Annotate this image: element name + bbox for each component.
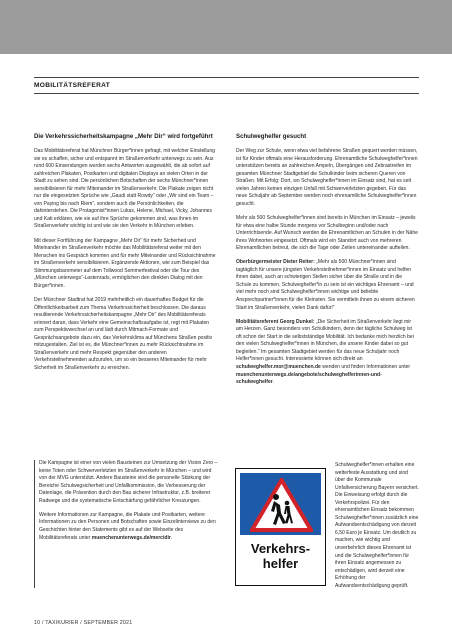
paragraph: Weitere Informationen zur Kampagne, die Plakate und Postkarten, weitere Informationen zu den Personen und Botschaften sowie Einzelinterviews zu den Geschichten hinter den Statements gibt es auf der Webseite des Mobilitätsreferats unter muenchenunterwegs.de/mercidir.	[39, 511, 216, 541]
paragraph: Mehr als 500 Schulweghelfer*innen sind bereits in München im Einsatz – jeweils für etwa eine halbe Stunde morgens vor Schulbeginn und/oder nach Unterrichtsende. Auf Wunsch werden die Ehrenamtlichen an Schulen in der Nähe ihres Wohnortes eingesetzt. Oftmals wird ein Standort auch von mehreren Ehrenamtlichen betreut, die sich die Tage oder Zeiten untereinander aufteilen.	[236, 214, 418, 252]
right-column	[236, 133, 418, 393]
section-rule-bottom	[34, 93, 419, 94]
campaign-link[interactable]: muenchenunterwegs.de/mercidir	[91, 534, 171, 541]
section-title: MOBILITÄTSREFERAT	[34, 82, 111, 89]
paragraph: Das Mobilitätsreferat hat Münchner Bürger*innen gefragt, mit welcher Einstellung sie es schaffen, sicher und entspannt im Straßenverkehr unterwegs zu sein. Aus rund 600 Einsendungen wurden sechs Antworten ausgewählt, die ab sofort auf zahlreichen Plakaten, Postkarten und digitalen Displays an vielen Orten in der Stadt zu sehen sind. Die persönlichen Botschaften der sechs Münchner*innen sensibilisieren für mehr Miteinander im Straßenverkehr. Die Plakate zeigen nicht nur die eingesetzten Sprüche wie „Gaudi statt Rowdy“ oder „Wir sind ein Team – von Paying bis nach Riem“, sondern auch die Persönlichkeiten, die dahinterstehen. Die Protagonist*innen Lukas, Helene, Michael, Vicky, Johannes und Kati erklären, wie sie auf ihre Sprüche gekommen sind, was ihnen im Straßenverkehr wichtig ist und wie sie den Verkehr in München erleben.	[34, 148, 215, 230]
verkehrshelfer-sign	[235, 468, 326, 586]
section-rule-top	[34, 77, 419, 78]
paragraph: Die Kampagne ist einer von vielen Bausteinen zur Umsetzung der Vision Zero – keine Toten oder Schwerverletzten im Straßenverkehr in München – und wird von der MVG unterstützt. Andere Bausteine sind die personelle Stärkung der Bereiche Schulwegsicherheit und Unfallkommission, die Verbesserung der Datenlage, die Prävention durch den Bau sicherer Infrastruktur, z.B. breiterer Radwege und die systematische Entschärfung gefährlicher Kreuzungen.	[39, 460, 218, 504]
sign-blue-panel	[240, 473, 321, 535]
speaker-name: Mobilitätsreferent Georg Dunkel:	[236, 318, 315, 325]
left-column	[34, 133, 216, 379]
paragraph: Mit dieser Fortführung der Kampagne „Mehr Dir“ für mehr Sicherheit und Miteinander im Straßenverkehr möchte das Mobilitätsreferat weiter mit den Menschen ins Gespräch kommen und für mehr Miteinander und Rücksichtnahme im Straßenverkehr sensibilisieren. Ergänzende Aktionen, wie zum Beispiel das Stimmungsbarometer auf dem Tollwood Sommerfestival oder die Tour des „München unterwegs“-Lastenrads, ermöglichen den direkten Dialog mit den Bürger*innen.	[34, 237, 216, 289]
sign-label: Verkehrs- helfer	[250, 541, 311, 571]
header-image-band	[0, 0, 452, 54]
sidebar-text: Schulweghelfer*innen erhalten eine wetterfeste Ausstattung und sind über die Kommunale Unfallversicherung Bayern versichert. Die Einweisung erfolgt durch die Verkehrspolizei. Für den ehrenamtlichen Einsatz bekommen Schulweghelfer*innen zusätzlich eine Aufwandsentschädigung von derzeit 6,50 Euro je Einsatz. Um deutlich zu machen, wie wichtig und unverbehrlich dieses Ehrenamt ist und die Schulweghelfer*innen für ihren Einsatz angemessen zu entschädigen, wird derzeit eine Erhöhung der Aufwandsentschädigung geprüft.	[335, 462, 419, 589]
email-link[interactable]: schulweghelfer.mor@muenchen.de	[236, 364, 321, 370]
info-link[interactable]: muenchenunterwegs.de/angebote/schulweghelferinnen-und-schulweghelfer	[236, 371, 382, 386]
speaker-name: Oberbürgermeister Dieter Reiter:	[236, 259, 315, 266]
info-box	[34, 460, 220, 588]
paragraph: Der Münchner Stadtrat hat 2019 mehrheitlich ein dauerhaftes Budget für die Öffentlichkeitsarbeit zum Thema Verkehrssicherheit beschlossen. Die daraus resultierende Verkehrssicherheitskampagne „Mehr Dir“ des Mobilitätsreferats erinnert daran, dass Verkehr eine Gemeinschaftsaufgabe ist, regt mit Plakaten zum Perspektivwechsel an und lädt durch Mitmach-Formate und Gesprächsangebote dazu ein, das Verkehrsklima auf Münchens Straßen positiv mitzugestalten. Ziel ist es, die Münchner*innen zu mehr Rücksichtnahme im Straßenverkehr und mehr Respekt gegenüber den anderen Verkehrsteilnehmenden aufzurufen, um so ein besseres Miteinander für mehr Sicherheit im Straßenverkehr zu erreichen.	[34, 297, 213, 371]
article-heading-campaign: Die Verkehrssicherheitskampagne „Mehr Dir“ wird fortgeführt	[34, 133, 213, 140]
quote-mayor: Oberbürgermeister Dieter Reiter: „Mehr als 500 Münchner*innen sind tagtäglich für unsere jüngsten Verkehrsteilnehmer*innen im Einsatz und helfen ihnen dabei, auch an schwierigen Stellen sicher über die Straße und in die Schule zu kommen. Schulweghelfer*in zu sein ist ein wichtiges Ehrenamt – und viel mehr noch sind Schulweghelfer*innen wichtige und beliebte Ansprechpartner*innen für die Kleinsten. Sie vermitteln ihnen zu einem sicheren Start im Straßenverkehr, vielen Dank dafür!“	[236, 259, 415, 311]
article-heading-schulweghelfer: Schulweghelfer gesucht	[236, 133, 307, 140]
pedestrian-warning-icon	[250, 478, 313, 532]
paragraph: Der Weg zur Schule, wenn etwa viel befahrene Straßen gequert werden müssen, ist für Kinder oftmals eine Herausforderung. Ehrenamtliche Schulweghelfer*innen unterstützen bereits an zahlreichen Ampeln, Übergängen und Zebrastreifen im gesamten Münchner Stadtgebiet die Schulkinder beim sicheren Queren von Straßen. Mit Erfolg: Dort, wo Schulweghelfer*innen im Einsatz sind, hat es seit vielen Jahren keinen einzigen Unfall mit Schwerverletzten gegeben. Für das neue Schuljahr ab September werden noch ehrenamtliche Schulweghelfer*innen gesucht.	[236, 148, 418, 207]
page-footer: 10 / TAXIKURIER / SEPTEMBER 2021	[34, 620, 133, 626]
quote-mobility-officer: Mobilitätsreferent Georg Dunkel: „Die Sicherheit im Straßenverkehr liegt mir am Herzen. Ganz besonders von Schulkindern, denn der tägliche Schulweg ist oft schon der Start in die selbstständige Mobilität. Ich bedanke mich herzlich bei den vielen Schulweghelfer*innen in München, die unsere Kinder dabei so gut begleiten.“ Im gesamten Stadtgebiet werden für das neue Schuljahr noch Helfer*innen gesucht. Interessierte können sich direkt an schulweghelfer.mor@muenchen.de wenden und finden Informationen unter muenchenunterwegs.de/angebote/schulweghelferinnen-und-schulweghelfer.	[236, 318, 414, 386]
